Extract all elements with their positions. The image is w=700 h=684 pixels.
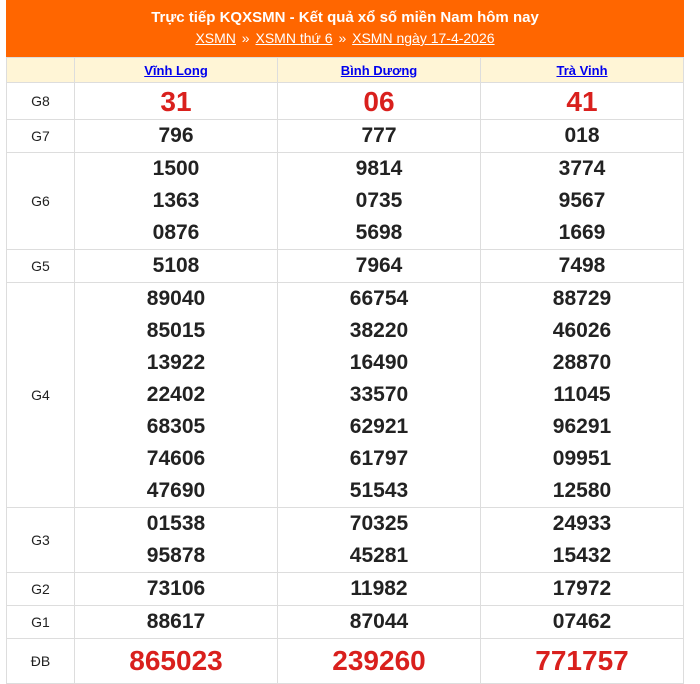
province-link-vinh-long[interactable]: Vĩnh Long — [144, 62, 208, 78]
prize-cell — [481, 120, 684, 153]
prize-number: 96291 — [552, 415, 612, 438]
prize-number: 16490 — [349, 351, 409, 374]
prize-number: 89040 — [146, 287, 206, 310]
prize-number: 70325 — [349, 512, 409, 535]
prize-number: 38220 — [349, 319, 409, 342]
prize-number: 01538 — [146, 512, 206, 535]
prize-number: 24933 — [552, 512, 612, 535]
prize-number: 73106 — [146, 577, 206, 600]
prize-number: 66754 — [349, 287, 409, 310]
prize-row-g7 — [7, 120, 684, 153]
prize-cell — [481, 606, 684, 639]
prize-cell — [278, 120, 481, 153]
prize-number: 11982 — [350, 577, 408, 600]
prize-number: 28870 — [552, 351, 612, 374]
corner-cell — [7, 58, 75, 83]
prize-number: 31 — [160, 85, 192, 117]
prize-cell — [75, 250, 278, 283]
prize-cell — [481, 83, 684, 120]
prize-number: 62921 — [349, 415, 409, 438]
prize-cell — [75, 606, 278, 639]
prize-number: 88729 — [552, 287, 612, 310]
breadcrumb-separator: » — [241, 30, 250, 46]
prize-label: G6 — [7, 153, 75, 250]
prize-cell — [75, 508, 278, 573]
prize-label: G4 — [7, 283, 75, 508]
results-table — [6, 57, 684, 684]
prize-number: 7498 — [558, 254, 606, 277]
prize-number: 74606 — [146, 447, 206, 470]
prize-number: 0876 — [152, 221, 200, 244]
prize-number: 17972 — [552, 577, 612, 600]
prize-number: 0735 — [355, 189, 403, 212]
prize-cell — [75, 639, 278, 684]
prize-number: 51543 — [349, 479, 409, 502]
prize-number: 11045 — [553, 383, 611, 406]
prize-number: 12580 — [552, 479, 612, 502]
prize-cell — [481, 508, 684, 573]
prize-row-g2 — [7, 573, 684, 606]
prize-number: 85015 — [146, 319, 206, 342]
page-title: Trực tiếp KQXSMN - Kết quả xổ số miền Nam hôm nay — [151, 9, 539, 26]
results-header — [6, 0, 684, 57]
province-link-binh-duong[interactable]: Bình Dương — [340, 62, 418, 78]
prize-number: 22402 — [146, 383, 206, 406]
prize-label: ĐB — [7, 639, 75, 684]
prize-label: G8 — [7, 83, 75, 120]
prize-number: 06 — [363, 85, 395, 117]
special-prize-number: 771757 — [535, 645, 629, 676]
prize-number: 95878 — [146, 544, 206, 567]
prize-number: 5698 — [355, 221, 403, 244]
breadcrumb — [7, 29, 683, 47]
prize-cell — [278, 573, 481, 606]
prize-cell — [278, 83, 481, 120]
prize-number: 1669 — [558, 221, 606, 244]
results-panel — [6, 0, 684, 684]
prize-label: G5 — [7, 250, 75, 283]
prize-cell — [75, 573, 278, 606]
prize-number: 15432 — [552, 544, 612, 567]
prize-number: 87044 — [349, 610, 409, 633]
prize-row-db — [7, 639, 684, 684]
prize-number: 88617 — [146, 610, 206, 633]
prize-number: 68305 — [146, 415, 206, 438]
prize-row-g4 — [7, 283, 684, 508]
prize-number: 9814 — [355, 157, 403, 180]
prize-cell — [278, 508, 481, 573]
prize-number: 1500 — [152, 157, 200, 180]
prize-label: G1 — [7, 606, 75, 639]
prize-number: 41 — [566, 85, 598, 117]
prize-label: G3 — [7, 508, 75, 573]
prize-cell — [481, 283, 684, 508]
province-header — [278, 58, 481, 83]
prize-number: 796 — [158, 124, 194, 147]
breadcrumb-link-xsmn-date[interactable]: XSMN ngày 17-4-2026 — [352, 30, 495, 46]
prize-label: G7 — [7, 120, 75, 153]
prize-number: 1363 — [152, 189, 200, 212]
prize-number: 33570 — [349, 383, 409, 406]
prize-cell — [278, 639, 481, 684]
prize-row-g3 — [7, 508, 684, 573]
prize-cell — [278, 250, 481, 283]
prize-number: 46026 — [552, 319, 612, 342]
prize-number: 777 — [361, 124, 397, 147]
breadcrumb-link-xsmn-thu-6[interactable]: XSMN thứ 6 — [255, 30, 333, 46]
prize-cell — [481, 639, 684, 684]
prize-label: G2 — [7, 573, 75, 606]
prize-cell — [75, 83, 278, 120]
prize-number: 45281 — [349, 544, 409, 567]
prize-cell — [278, 606, 481, 639]
province-header — [75, 58, 278, 83]
prize-row-g5 — [7, 250, 684, 283]
prize-number: 47690 — [146, 479, 206, 502]
prize-number: 7964 — [355, 254, 403, 277]
province-header — [481, 58, 684, 83]
special-prize-number: 239260 — [332, 645, 426, 676]
province-link-tra-vinh[interactable]: Trà Vinh — [556, 62, 608, 78]
prize-cell — [75, 120, 278, 153]
prize-row-g8 — [7, 83, 684, 120]
prize-number: 018 — [564, 124, 600, 147]
breadcrumb-link-xsmn[interactable]: XSMN — [195, 30, 236, 46]
prize-cell — [75, 283, 278, 508]
prize-number: 61797 — [349, 447, 409, 470]
prize-cell — [278, 283, 481, 508]
prize-number: 09951 — [552, 447, 612, 470]
prize-number: 9567 — [558, 189, 606, 212]
prize-cell — [278, 153, 481, 250]
prize-cell — [75, 153, 278, 250]
prize-row-g6 — [7, 153, 684, 250]
province-header-row — [7, 58, 684, 83]
prize-number: 3774 — [558, 157, 606, 180]
prize-number: 07462 — [552, 610, 612, 633]
prize-cell — [481, 573, 684, 606]
breadcrumb-separator: » — [338, 30, 347, 46]
prize-number: 13922 — [146, 351, 206, 374]
prize-row-g1 — [7, 606, 684, 639]
prize-cell — [481, 250, 684, 283]
special-prize-number: 865023 — [129, 645, 223, 676]
prize-cell — [481, 153, 684, 250]
prize-number: 5108 — [152, 254, 200, 277]
